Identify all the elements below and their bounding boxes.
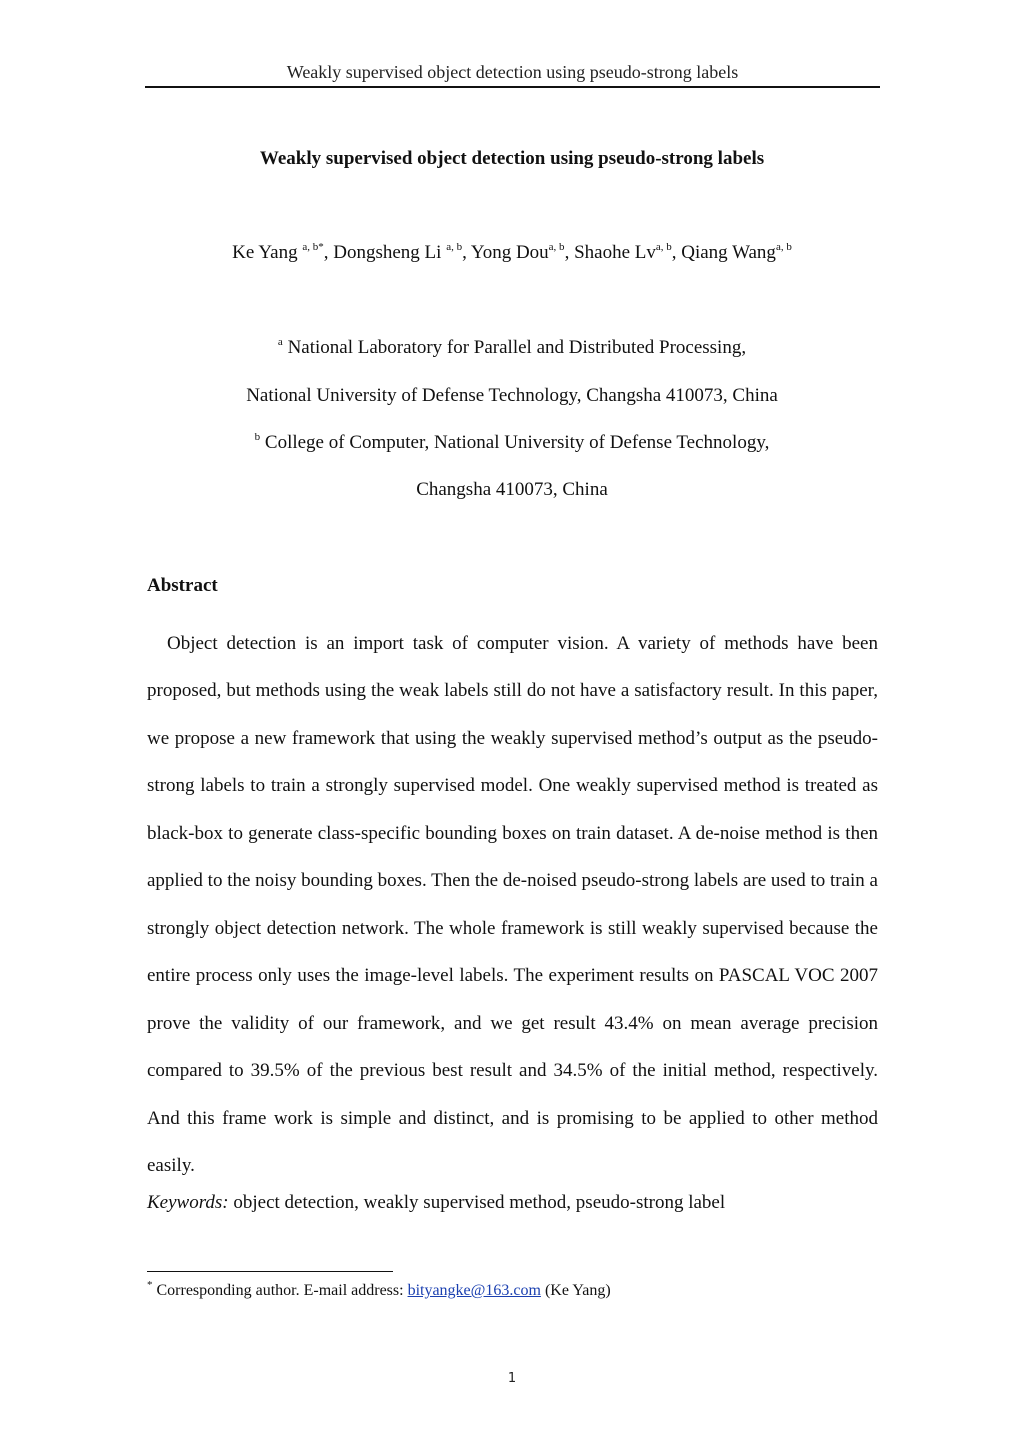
author-name: Shaohe Lv [574,242,656,263]
affiliation-a-mark: a [277,335,283,348]
affiliation-b-mark: b [254,430,261,443]
email-link[interactable]: bityangke@163.com [407,1282,541,1299]
keywords-line [147,1190,878,1216]
author-affiliation-mark: a, b [775,240,792,253]
author-separator: , [462,242,471,263]
affiliation-a-text: National Laboratory for Parallel and Distributed Processing, [287,337,747,358]
author-separator: , [671,242,682,263]
keywords-text: object detection, weakly supervised method, pseudo-strong label [233,1192,726,1213]
footnote-prefix: Corresponding author. E-mail address: [156,1282,404,1299]
running-header: Weakly supervised object detection using pseudo-strong labels [286,62,739,82]
footnote-suffix: (Ke Yang) [544,1282,611,1299]
author-name: Ke Yang [232,242,298,263]
author-name: Qiang Wang [681,242,776,263]
affiliation-a-line2: National University of Defense Technology, Changsha 410073, China [246,385,778,406]
author-name: Dongsheng Li [333,242,442,263]
footnote [147,1280,878,1302]
keywords-label: Keywords: [147,1192,229,1213]
paper-title: Weakly supervised object detection using pseudo-strong labels [259,148,765,169]
affiliation-b-text: College of Computer, National University of Defense Technology, [264,432,770,453]
author-affiliation-mark: a, b [446,240,463,253]
page-number: 1 [507,1371,517,1386]
author-separator: , [323,242,334,263]
author-list [100,240,924,266]
author-name: Yong Dou [470,242,549,263]
header-rule [145,86,880,88]
author-affiliation-mark: a, b [548,240,565,253]
affiliation-b-line2: Changsha 410073, China [416,479,608,500]
affiliation-a-line1 [100,335,924,361]
author-separator: , [564,242,575,263]
author-affiliation-mark: a, b [655,240,672,253]
footnote-rule [147,1271,393,1272]
abstract-body: Object detection is an import task of computer vision. A variety of methods have been proposed, but methods using the weak labels still do not have a satisfactory result. In this paper, we propose a new framework that using the weakly supervised method’s output as the pseudo-strong labels to train a strongly supervised model. One weakly supervised method is treated as black-box to generate class-specific bounding boxes on train dataset. A de-noise method is then applied to the noisy bounding boxes. Then the de-noised pseudo-strong labels are used to train a strongly object detection network. The whole framework is still weakly supervised because the entire process only uses the image-level labels. The experiment results on PASCAL VOC 2007 prove the validity of our framework, and we get result 43.4% on mean average precision compared to 39.5% of the previous best result and 34.5% of the initial method, respectively. And this frame work is simple and distinct, and is promising to be applied to other method easily. [147,633,878,1176]
affiliation-b-line1 [100,430,924,456]
author-affiliation-mark: a, b* [302,240,324,253]
abstract-heading: Abstract [147,575,218,596]
footnote-mark: * [147,1278,153,1291]
